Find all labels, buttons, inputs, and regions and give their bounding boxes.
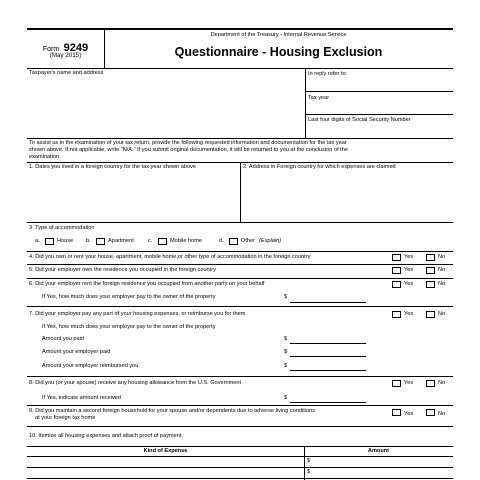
q7-no-label: No [438,311,446,317]
q4-bottom-rule [27,264,453,265]
q3-house-checkbox[interactable] [45,238,54,245]
q6-bottom-rule [27,306,453,307]
q6-dollar: $ [284,294,288,300]
q8-dollar: $ [284,395,288,401]
q3-apartment-checkbox[interactable] [96,238,105,245]
q8-sub-label: If Yes, indicate amount received [42,395,121,401]
q3-other-checkbox[interactable] [229,238,238,245]
q6-yes-label: Yes [404,281,414,287]
q5-bottom-rule [27,278,453,279]
q3-option-c-letter: c. [148,238,153,244]
q9-no-checkbox[interactable] [426,409,435,416]
q2-label: 2. Address in Foreign country for which expenses are claimed [243,164,396,170]
q7-employer-paid-dollar: $ [284,349,288,355]
q8-no-label: No [438,380,446,386]
q6-amount-field[interactable] [290,302,366,303]
q3-option-d-letter: d. [219,238,224,244]
q6-yes-checkbox[interactable] [392,281,401,288]
q10-row1-rule [27,467,453,468]
q10-row2-rule [27,478,453,479]
q9-bottom-rule [27,426,453,427]
form-title: Questionnaire - Housing Exclusion [174,45,383,59]
q6-no-label: No [438,281,446,287]
tax-year-rule [305,114,453,115]
q3-bottom-rule [27,251,453,252]
q7-amount-paid-field[interactable] [290,343,366,344]
q6-no-checkbox[interactable] [426,281,435,288]
q3-label: 3. Type of accommodation [29,225,95,231]
q7-amount-paid-label: Amount you paid [42,336,84,342]
q7-bottom-rule [27,376,453,377]
q6-label: 6. Did your employer rent the foreign residence you occupied from another party on your behalf [29,281,265,287]
instructions-line2: shown above. If not applicable, write "N/A." If you submit original documentation, it will be returned to you at the conclusion of the [29,147,348,153]
q1-label: 1. Dates you lived in a foreign country for the tax year shown above [29,164,196,170]
q10-col-divider [304,446,305,480]
q3-mobile-home-checkbox[interactable] [158,238,167,245]
q9-no-label: No [438,411,446,417]
q6-sub-label: If Yes, how much does your employer pay to the owner of the property [42,294,216,300]
q3-option-b-text: Apartment [108,238,134,244]
q5-yes-label: Yes [404,267,414,273]
q7-yes-checkbox[interactable] [392,311,401,318]
q5-no-label: No [438,267,446,273]
q4-yes-checkbox[interactable] [392,254,401,261]
form-number: 9249 [63,42,89,54]
header-bottom-rule [27,68,453,69]
q3-option-b-letter: b. [86,238,91,244]
q5-label: 5. Did your employer own the residence you occupied in the foreign country [29,267,216,273]
tax-year-label: Tax year [308,95,330,101]
q3-option-a-text: House [57,238,74,244]
q9-yes-label: Yes [404,411,414,417]
ssn-label: Last four digits of Social Security Number [308,117,411,123]
q8-amount-field[interactable] [290,402,366,403]
q1-bottom-rule [27,222,453,223]
q8-yes-label: Yes [404,380,414,386]
q10-col-amount: Amount [367,448,390,454]
q7-no-checkbox[interactable] [426,311,435,318]
q3-option-d-note: (Explain) [259,238,282,244]
top-rule [27,28,453,30]
q5-yes-checkbox[interactable] [392,267,401,274]
q8-bottom-rule [27,405,453,406]
q10-header-rule [27,456,453,457]
q9-label-line2: at your foreign tax home [35,415,96,421]
q3-option-d-text: Other [241,238,255,244]
q3-option-c-text: Mobile home [170,238,203,244]
q5-no-checkbox[interactable] [426,267,435,274]
q8-yes-checkbox[interactable] [392,380,401,387]
q7-sub-label: If Yes, how much does your employer pay to the owner of the property [42,324,216,330]
q4-yes-label: Yes [404,254,414,260]
q7-label: 7. Did your employer pay any part of your housing expenses, or reimburse you for them [29,311,246,317]
q7-yes-label: Yes [404,311,414,317]
instructions-line3: examination. [29,154,61,160]
form-date: (May 2015) [49,52,82,59]
q9-yes-checkbox[interactable] [392,409,401,416]
q10-row2-dollar: $ [307,469,311,475]
instructions-line1: To assist us in the examination of your tax return, provide the following requested information and documentation for the tax year [29,140,347,146]
q7-amount-paid-dollar: $ [284,336,288,342]
q7-employer-paid-field[interactable] [290,356,366,357]
q10-row1-dollar: $ [307,458,311,464]
q4-no-label: No [438,254,446,260]
q7-employer-paid-label: Amount your employer paid [42,349,111,355]
agency-name: Department of the Treasury - Internal Revenue Service [210,32,347,38]
q4-label: 4. Did you own or rent your house, apartment, mobile home,or other type of accommodation in the foreign country [29,254,311,260]
q10-table-top-rule [27,446,453,447]
form-prefix: Form [42,46,60,53]
reply-label: In reply refer to: [308,71,348,77]
q7-reimbursed-dollar: $ [284,363,288,369]
q10-label: 10. Itemize all housing expenses and attach proof of payment [29,433,182,439]
q1-q2-divider [240,162,241,222]
q7-reimbursed-label: Amount your employer reimbursed you [42,363,139,369]
reply-rule [305,91,453,92]
q9-label-line1: 9. Did you maintain a second foreign household for your spouse and/or dependents due to adverse living conditions [29,408,316,414]
q7-reimbursed-field[interactable] [290,370,366,371]
q8-no-checkbox[interactable] [426,380,435,387]
taxpayer-label: Taxpayer's name and address [29,70,104,76]
id-divider [305,68,306,138]
q4-no-checkbox[interactable] [426,254,435,261]
q8-label: 8. Did you (or your spouse) receive any housing allowance from the U.S. Government [29,380,242,386]
q3-option-a-letter: a. [35,238,40,244]
id-bottom-rule [27,138,453,139]
q10-col-expense: Kind of Expense [143,448,188,454]
